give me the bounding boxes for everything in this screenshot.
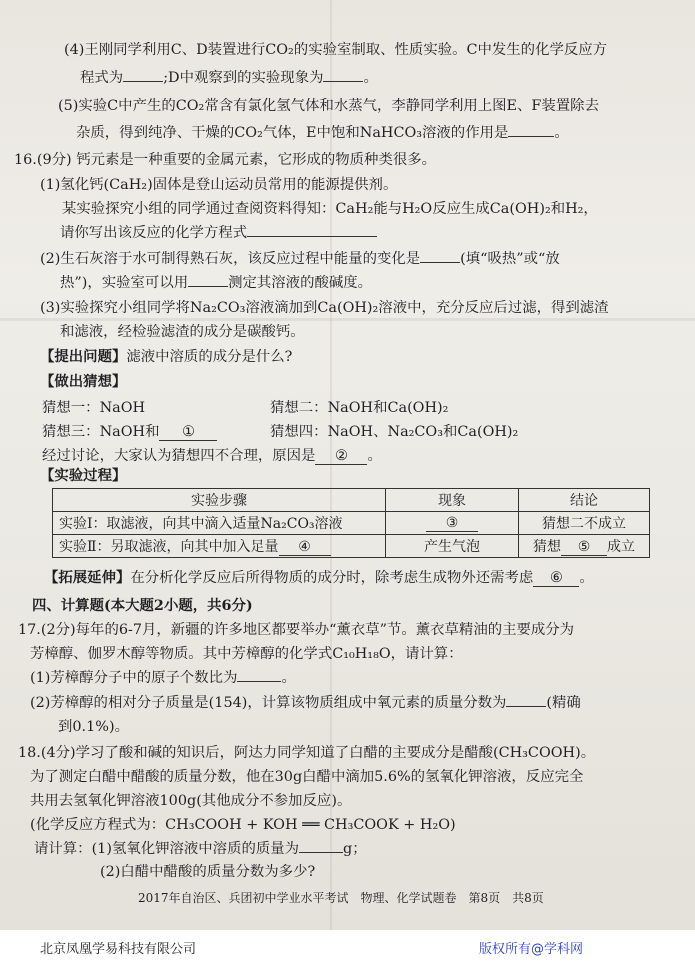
- q17-sub2-line2: 到0.1%)。: [58, 719, 129, 735]
- answer-blank-1[interactable]: ①: [159, 424, 217, 441]
- table-row: [53, 512, 650, 535]
- q18-line2: 为了测定白醋中醋酸的质量分数，他在30g白醋中滴加5.6%的氢氧化钾溶液，反应完全: [30, 769, 584, 785]
- q16-sub2-line2: 热”)，实验室可以用 测定其溶液的酸碱度。: [60, 275, 373, 291]
- header-steps: 实验步骤: [53, 489, 386, 512]
- row1-step: 实验Ⅰ：取滤液，向其中滴入适量Na₂CO₃溶液: [53, 512, 386, 535]
- page-footer: 2017年自治区、兵团初中学业水平考试 物理、化学试题卷 第8页 共8页: [138, 891, 544, 905]
- q16-heading: 16.(9分) 钙元素是一种重要的金属元素，它形成的物质种类很多。: [14, 152, 437, 168]
- experiment-table: [52, 488, 650, 558]
- hypothesis-4: 猜想四：NaOH、Na₂CO₃和Ca(OH)₂: [270, 424, 519, 440]
- paper-fold: [0, 318, 695, 321]
- q16-sub1-line1: (1)氢化钙(CaH₂)固体是登山运动员常用的能源提供剂。: [40, 177, 398, 193]
- header-conclusion: 结论: [519, 489, 650, 512]
- row2-phenomenon: 产生气泡: [386, 535, 519, 558]
- answer-blank[interactable]: [237, 681, 281, 682]
- copyright-link[interactable]: 版权所有@学科网: [478, 942, 583, 957]
- hypothesis-label: 【做出猜想】: [40, 373, 127, 390]
- q15-part5-line1: (5)实验C中产生的CO₂常含有氯化氢气体和水蒸气，李静同学利用上图E、F装置除去: [58, 98, 599, 114]
- answer-blank[interactable]: [506, 706, 546, 707]
- answer-blank[interactable]: [188, 286, 228, 287]
- table-header-row: [53, 489, 650, 512]
- q18-calc2: (2)白醋中醋酸的质量分数为多少?: [100, 864, 316, 880]
- experiment-process-label: 【实验过程】: [40, 467, 127, 484]
- hypothesis-2: 猜想二：NaOH和Ca(OH)₂: [270, 400, 449, 416]
- answer-blank-6[interactable]: ⑥: [533, 570, 579, 587]
- row2-conclusion: 猜想 ⑤ 成立: [519, 535, 650, 558]
- row2-step: 实验Ⅱ：另取滤液，向其中加入足量 ④: [53, 535, 386, 558]
- q18-line1: 18.(4分)学习了酸和碱的知识后，阿达力同学知道了白醋的主要成分是醋酸(CH₃COOH)。: [18, 745, 596, 761]
- raise-question: 【提出问题】滤液中溶质的成分是什么?: [40, 348, 293, 365]
- q17-sub1: (1)芳樟醇分子中的原子个数比为 。: [30, 670, 296, 686]
- answer-blank-5[interactable]: ⑤: [561, 539, 607, 556]
- q17-sub2-line1: (2)芳樟醇的相对分子质量是(154)，计算该物质组成中氧元素的质量分数为 (精确: [30, 695, 581, 711]
- answer-blank-2[interactable]: ②: [315, 448, 367, 465]
- q16-sub3-line2: 和滤液，经检验滤渣的成分是碳酸钙。: [60, 324, 305, 340]
- watermark-bar: [0, 930, 695, 969]
- company-name: 北京凤凰学易科技有限公司: [40, 942, 197, 957]
- answer-blank[interactable]: [123, 81, 163, 82]
- section-4-heading: 四、计算题(本大题2小题，共6分): [32, 597, 253, 614]
- q15-part5-line2: 杂质，得到纯净、干燥的CO₂气体，E中饱和NaHCO₃溶液的作用是 。: [76, 125, 569, 141]
- extension-line: 【拓展延伸】在分析化学反应后所得物质的成分时，除考虑生成物外还需考虑 ⑥ 。: [44, 569, 594, 586]
- q15-part4-line2: 程式为 ;D中观察到的实验现象为 。: [80, 70, 378, 86]
- q16-sub2-line1: (2)生石灰溶于水可制得熟石灰，该反应过程中能量的变化是 (填“吸热”或“放: [40, 251, 560, 267]
- answer-blank[interactable]: [508, 136, 554, 137]
- row1-phenomenon: [386, 512, 519, 535]
- q18-calc1: 请计算：(1)氢氧化钾溶液中溶质的质量为 g；: [34, 841, 367, 857]
- q15-part4-line1: (4)王刚同学利用C、D装置进行CO₂的实验室制取、性质实验。C中发生的化学反应方: [64, 42, 608, 58]
- answer-blank[interactable]: [420, 262, 460, 263]
- hypothesis-3: 猜想三：NaOH和 ①: [42, 422, 217, 442]
- answer-blank-3[interactable]: ③: [426, 515, 478, 532]
- answer-blank[interactable]: [247, 236, 377, 237]
- answer-blank-4[interactable]: ④: [279, 539, 331, 556]
- discussion-line: 经过讨论，大家认为猜想四不合理，原因是 ② 。: [42, 448, 382, 464]
- answer-blank[interactable]: [323, 81, 363, 82]
- answer-blank[interactable]: [299, 852, 343, 853]
- q17-line1: 17.(2分)每年的6-7月，新疆的许多地区都要举办“薰衣草”节。薰衣草精油的主要成分为: [18, 622, 575, 638]
- hypothesis-1: 猜想一：NaOH: [42, 400, 146, 416]
- header-phenomenon: 现象: [386, 489, 519, 512]
- q17-line2: 芳樟醇、伽罗木醇等物质。其中芳樟醇的化学式C₁₀H₁₈O，请计算：: [30, 646, 463, 662]
- row1-conclusion: 猜想二不成立: [519, 512, 650, 535]
- table-row: [53, 535, 650, 558]
- q16-sub3-line1: (3)实验探究小组同学将Na₂CO₃溶液滴加到Ca(OH)₂溶液中，充分反应后过滤，得到滤渣: [40, 300, 609, 316]
- q16-sub1-line3: 请你写出该反应的化学方程式: [60, 223, 377, 243]
- q18-equation: (化学反应方程式为：CH₃COOH + KOH ══ CH₃COOK + H₂O): [30, 817, 456, 833]
- q18-line3: 共用去氢氧化钾溶液100g(其他成分不参加反应)。: [30, 793, 352, 809]
- q16-sub1-line2: 某实验探究小组的同学通过查阅资料得知：CaH₂能与H₂O反应生成Ca(OH)₂和H₂，: [62, 201, 598, 217]
